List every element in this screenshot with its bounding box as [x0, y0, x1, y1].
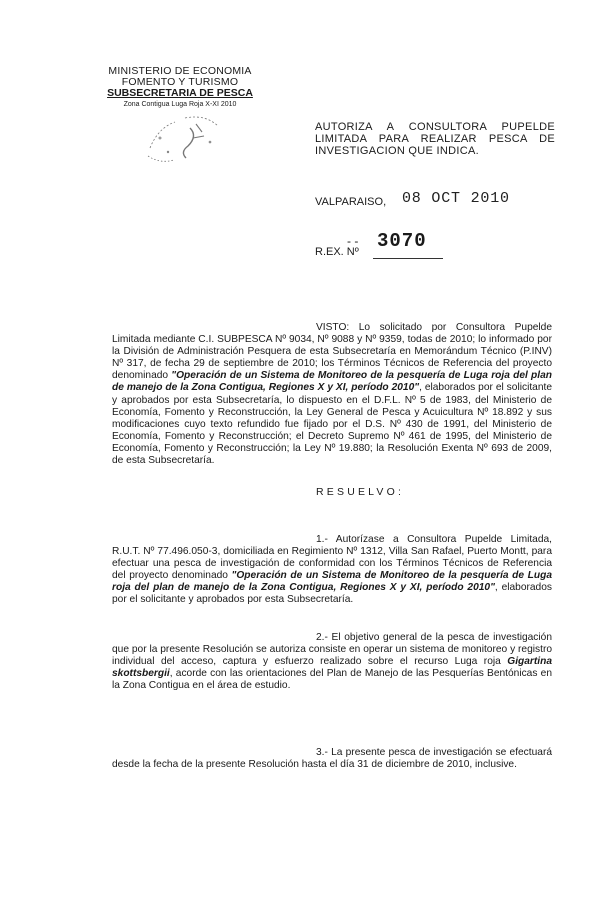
resolution-number-line: - - R.EX. Nº 3070 — [315, 228, 555, 258]
article-3: 3.- La presente pesca de investigación se efectuará desde la fecha de la presente Resolución hasta el día 31 de diciembre de 2010, inclusive. — [112, 747, 552, 771]
signature-underline — [373, 258, 443, 259]
official-seal-icon — [130, 108, 240, 168]
subsecretaria-name: SUBSECRETARIA DE PESCA — [107, 87, 253, 99]
article-1: 1.- Autorízase a Consultora Pupelde Limitada, R.U.T. Nº 77.496.050-3, domiciliada en Regimiento Nº 1312, Villa San Rafael, Puerto Montt, para efectuar una pesca de investigación de conformidad con los Términos Técnicos de Referencia del proyecto denominado "Operación de un Sistema de Monitoreo de la pesquería de Luga roja del plan de manejo de la Zona Contigua, Regiones X y XI, período 2010", elaborados por el solicitante y aprobados por esta Subsecretaría. — [112, 534, 552, 606]
visto-paragraph: VISTO: Lo solicitado por Consultora Pupelde Limitada mediante C.I. SUBPESCA Nº 9034, Nº 9088 y Nº 9359, todas de 2010; lo informado por la División de Administración Pesquera de esta Subsecretaría en Memorándum Técnico (P.INV) Nº 317, de fecha 29 de septiembre de 2010; los Términos Técnicos de Referencia del proyecto denominado "Operación de un Sistema de Monitoreo de la pesquería de Luga roja del plan de manejo de la Zona Contigua, Regiones X y XI, período 2010", elaborados por el solicitante y aprobados por esta Subsecretaría, lo dispuesto en el D.F.L. Nº 5 de 1983, del Ministerio de Economía, Fomento y Reconstrucción, la Ley General de Pesca y Acuicultura Nº 18.892 y sus modificaciones cuyo texto refundido fue fijado por el D.S. Nº 430 de 1991, del Ministerio de Economía, Fomento y Reconstrucción; el Decreto Supremo Nº 461 de 1995, del Ministerio de Economía, Fomento y Reconstrucción; la Ley Nº 19.880; la Resolución Exenta Nº 693 de 2009, de esta Subsecretaría. — [112, 322, 552, 467]
zone-reference: Zona Contigua Luga Roja X-XI 2010 — [123, 101, 237, 108]
resolution-label: R.EX. Nº — [315, 246, 359, 258]
ministry-name-line2: FOMENTO Y TURISMO — [121, 76, 239, 88]
letterhead — [95, 66, 265, 109]
resolution-subject: AUTORIZA A CONSULTORA PUPELDE LIMITADA PARA REALIZAR PESCA DE INVESTIGACION QUE INDICA. — [315, 121, 555, 157]
species-name: Gigartina skottsbergii — [112, 656, 552, 680]
project-title: "Operación de un Sistema de Monitoreo de la pesquería de Luga roja del plan de manejo de la Zona Contigua, Regiones X y XI, período 2010" — [112, 570, 552, 594]
project-title: "Operación de un Sistema de Monitoreo de la pesquería de Luga roja del plan de manejo de la Zona Contigua, Regiones X y XI, período 2010" — [112, 370, 552, 394]
date-place: VALPARAISO, — [315, 196, 387, 208]
resuelvo-heading: RESUELVO: — [316, 486, 405, 498]
resolution-number: 3070 — [377, 230, 427, 252]
ministry-name-line1: MINISTERIO DE ECONOMIA — [108, 65, 252, 77]
date-line — [315, 190, 555, 210]
article-2: 2.- El objetivo general de la pesca de investigación que por la presente Resolución se autoriza consiste en operar un sistema de monitoreo y registro individual del acceso, captura y esfuerzo realizado sobre el recurso Luga roja Gigartina skottsbergii, acorde con las orientaciones del Plan de Manejo de las Pesquerías Bentónicas en la Zona Contigua en el área de estudio. — [112, 632, 552, 692]
date-stamp: 08 OCT 2010 — [402, 190, 510, 207]
